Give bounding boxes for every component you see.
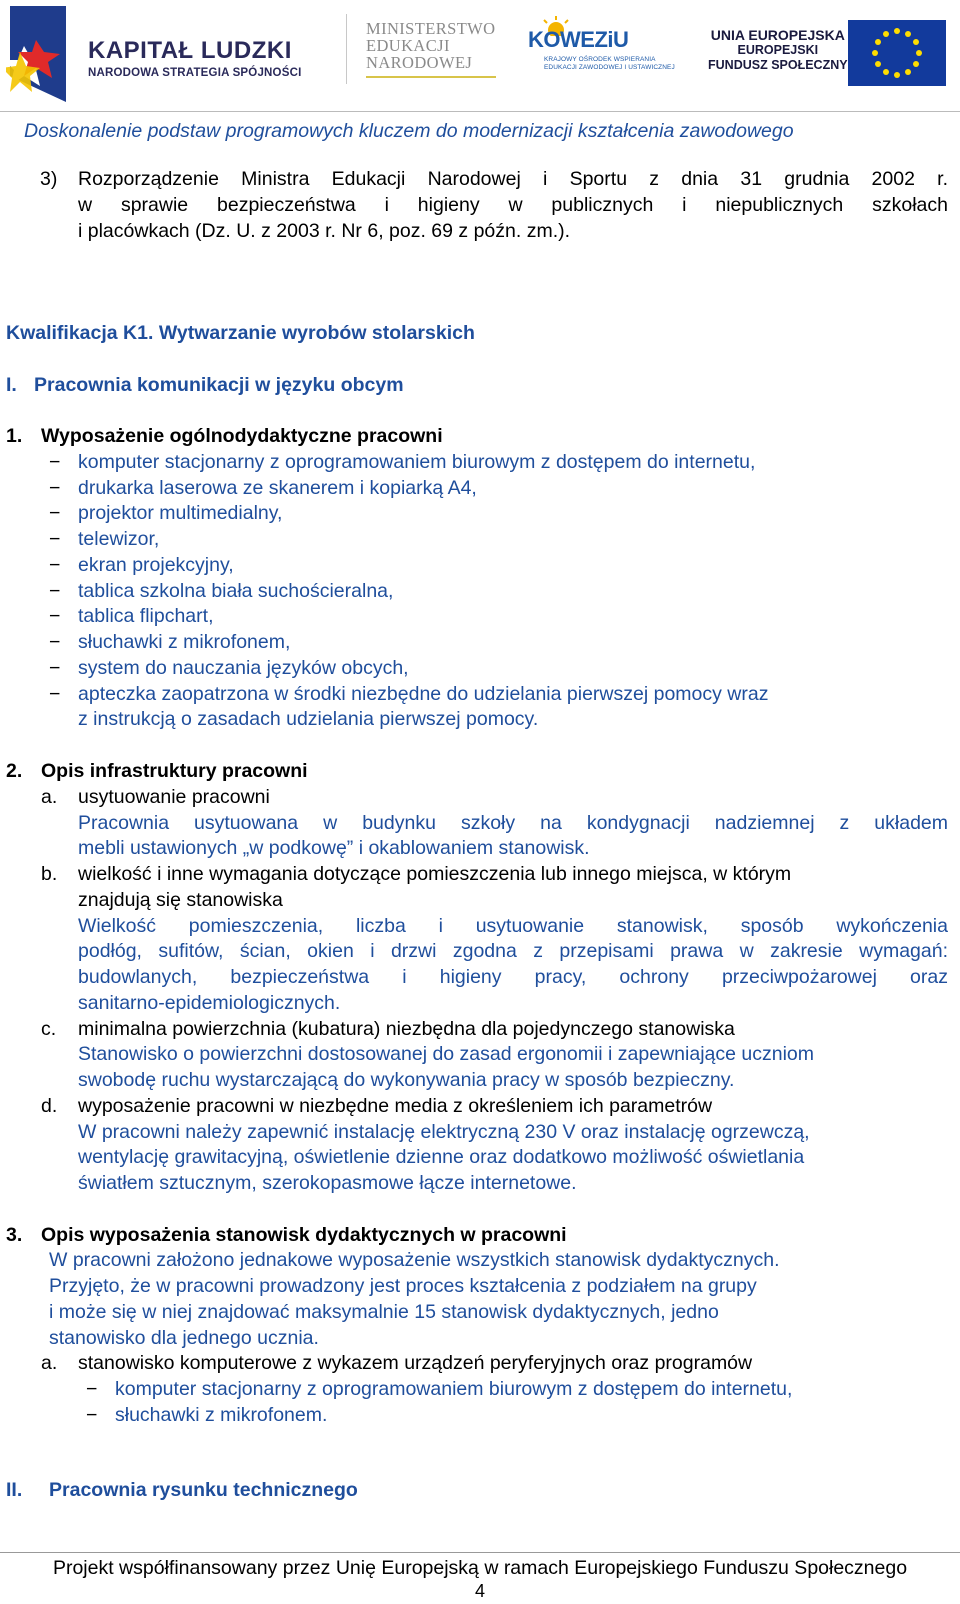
room2-title: Pracownia rysunku technicznego	[49, 1479, 358, 1501]
s2-c-text-2: swobodę ruchu wystarczającą do wykonywania pracy w sposób bezpieczny.	[78, 1069, 735, 1091]
s2-title: Opis infrastruktury pracowni	[41, 760, 308, 782]
kowezu-sub-line-1: KRAJOWY OŚRODEK WSPIERANIA	[544, 56, 656, 63]
s3-title: Opis wyposażenia stanowisk dydaktycznych w pracowni	[41, 1224, 567, 1246]
list-dash: −	[49, 605, 61, 627]
ref3-line-1: Rozporządzenie Ministra Edukacji Narodowej i Sportu z dnia 31 grudnia 2002 r.	[78, 168, 948, 190]
list-dash: −	[49, 683, 61, 705]
list-item: projektor multimedialny,	[78, 502, 283, 524]
s2-a-label: a.	[41, 786, 58, 808]
s2-a-text-2: mebli ustawionych „w podkowę” i okablowaniem stanowisk.	[78, 837, 590, 859]
room1-title: Pracownia komunikacji w języku obcym	[34, 374, 404, 396]
men-line-2: EDUKACJI	[366, 36, 450, 55]
s3-text-2: Przyjęto, że w pracowni prowadzony jest proces kształcenia z podziałem na grupy	[49, 1275, 757, 1297]
list-item: system do nauczania języków obcych,	[78, 657, 409, 679]
logo-divider	[346, 14, 347, 84]
s2-c-label: c.	[41, 1018, 57, 1040]
list-item: ekran projekcyjny,	[78, 554, 234, 576]
header-divider	[0, 111, 960, 112]
s2-number: 2.	[6, 760, 23, 782]
s3-text-3: i może się w niej znajdować maksymalnie 15 stanowisk dydaktycznych, jedno	[49, 1301, 719, 1323]
ue-line-1: UNIA EUROPEJSKA	[710, 27, 845, 43]
s2-b-text-1: Wielkość pomieszczenia, liczba i usytuowanie stanowisk, sposób wykończenia	[78, 915, 948, 937]
kapital-ludzki-logo-icon	[6, 6, 82, 102]
list-item: słuchawki z mikrofonem.	[115, 1404, 328, 1426]
list-dash: −	[49, 580, 61, 602]
ref3-number: 3)	[40, 168, 58, 190]
eu-flag-icon	[848, 20, 946, 86]
s3-text-4: stanowisko dla jednego ucznia.	[49, 1327, 319, 1349]
header-subtitle: Doskonalenie podstaw programowych kluczem do modernizacji kształcenia zawodowego	[24, 120, 794, 142]
list-item: tablica szkolna biała suchościeralna,	[78, 580, 394, 602]
list-dash: −	[49, 657, 61, 679]
list-dash: −	[49, 477, 61, 499]
room2-number: II.	[6, 1479, 23, 1501]
list-dash: −	[49, 631, 61, 653]
ue-logo-text	[708, 28, 848, 73]
list-dash: −	[49, 528, 61, 550]
s3-a-label: a.	[41, 1352, 58, 1374]
s2-a-title: usytuowanie pracowni	[78, 786, 270, 808]
kapital-ludzki-subtitle: NARODOWA STRATEGIA SPÓJNOŚCI	[88, 67, 302, 79]
list-dash: −	[86, 1378, 98, 1400]
footer-divider	[0, 1552, 960, 1553]
page-number: 4	[474, 1581, 485, 1601]
s2-b-text-2: podłóg, sufitów, ścian, okien i drzwi zgodna z przepisami prawa w zakresie wymagań:	[78, 940, 948, 962]
ue-line-2: EUROPEJSKI	[737, 43, 819, 57]
men-logo	[366, 20, 495, 71]
qualification-heading: Kwalifikacja K1. Wytwarzanie wyrobów stolarskich	[6, 322, 475, 344]
ref3-line-2: w sprawie bezpieczeństwa i higieny w publicznych i niepublicznych szkołach	[78, 194, 948, 216]
list-dash: −	[49, 554, 61, 576]
s2-d-text-2: wentylację grawitacyjną, oświetlenie dzienne oraz dodatkowo możliwość oświetlania	[78, 1146, 805, 1168]
men-line-1: MINISTERSTWO	[366, 19, 496, 38]
footer-text: Projekt współfinansowany przez Unię Europejską w ramach Europejskiego Funduszu Społecznego	[52, 1557, 908, 1579]
s2-c-title: minimalna powierzchnia (kubatura) niezbędna dla pojedynczego stanowiska	[78, 1018, 735, 1040]
ue-line-3: FUNDUSZ SPOŁECZNY	[708, 58, 848, 72]
s2-d-title: wyposażenie pracowni w niezbędne media z określeniem ich parametrów	[78, 1095, 713, 1117]
s2-a-text-1: Pracownia usytuowana w budynku szkoły na kondygnacji nadziemnej z układem	[78, 812, 948, 834]
kowezu-subtitle	[544, 56, 675, 72]
list-dash: −	[86, 1404, 98, 1426]
kowezu-sub-line-2: EDUKACJI ZAWODOWEJ I USTAWICZNEJ	[544, 64, 675, 71]
ref3-line-3: i placówkach (Dz. U. z 2003 r. Nr 6, poz. 69 z późn. zm.).	[78, 220, 571, 242]
s2-b-text-4: sanitarno-epidemiologicznych.	[78, 992, 341, 1014]
s1-title: Wyposażenie ogólnodydaktyczne pracowni	[41, 425, 443, 447]
header-logos	[0, 0, 960, 108]
s2-b-label: b.	[41, 863, 58, 885]
kowezu-logo-text: KOWEZiU	[528, 27, 629, 52]
list-item-continuation: z instrukcją o zasadach udzielania pierwszej pomocy.	[78, 708, 539, 730]
list-item: tablica flipchart,	[78, 605, 214, 627]
list-item: apteczka zaopatrzona w środki niezbędne do udzielania pierwszej pomocy wraz	[78, 683, 769, 705]
s2-d-text-1: W pracowni należy zapewnić instalację elektryczną 230 V oraz instalację ogrzewczą,	[78, 1121, 810, 1143]
list-item: komputer stacjonarny z oprogramowaniem biurowym z dostępem do internetu,	[115, 1378, 793, 1400]
s3-a-title: stanowisko komputerowe z wykazem urządzeń peryferyjnych oraz programów	[78, 1352, 753, 1374]
men-underline	[366, 76, 496, 78]
s2-d-label: d.	[41, 1095, 58, 1117]
list-item: telewizor,	[78, 528, 160, 550]
s1-number: 1.	[6, 425, 23, 447]
s2-b-text-3: budowlanych, bezpieczeństwa i higieny pracy, ochrony przeciwpożarowej oraz	[78, 966, 948, 988]
s2-b-title-2: znajdują się stanowiska	[78, 889, 283, 911]
list-dash: −	[49, 451, 61, 473]
s3-number: 3.	[6, 1224, 23, 1246]
list-item: komputer stacjonarny z oprogramowaniem biurowym z dostępem do internetu,	[78, 451, 756, 473]
list-item: słuchawki z mikrofonem,	[78, 631, 291, 653]
list-dash: −	[49, 502, 61, 524]
list-item: drukarka laserowa ze skanerem i kopiarką A4,	[78, 477, 477, 499]
s2-d-text-3: światłem sztucznym, szerokopasmowe łącze internetowe.	[78, 1172, 577, 1194]
room1-number: I.	[6, 374, 17, 396]
men-line-3: NARODOWEJ	[366, 53, 473, 72]
s2-b-title-1: wielkość i inne wymagania dotyczące pomieszczenia lub innego miejsca, w którym	[78, 863, 792, 885]
s3-text-1: W pracowni założono jednakowe wyposażenie wszystkich stanowisk dydaktycznych.	[49, 1249, 780, 1271]
s2-c-text-1: Stanowisko o powierzchni dostosowanej do zasad ergonomii i zapewniające uczniom	[78, 1043, 814, 1065]
kapital-ludzki-title: KAPITAŁ LUDZKI	[88, 37, 292, 64]
